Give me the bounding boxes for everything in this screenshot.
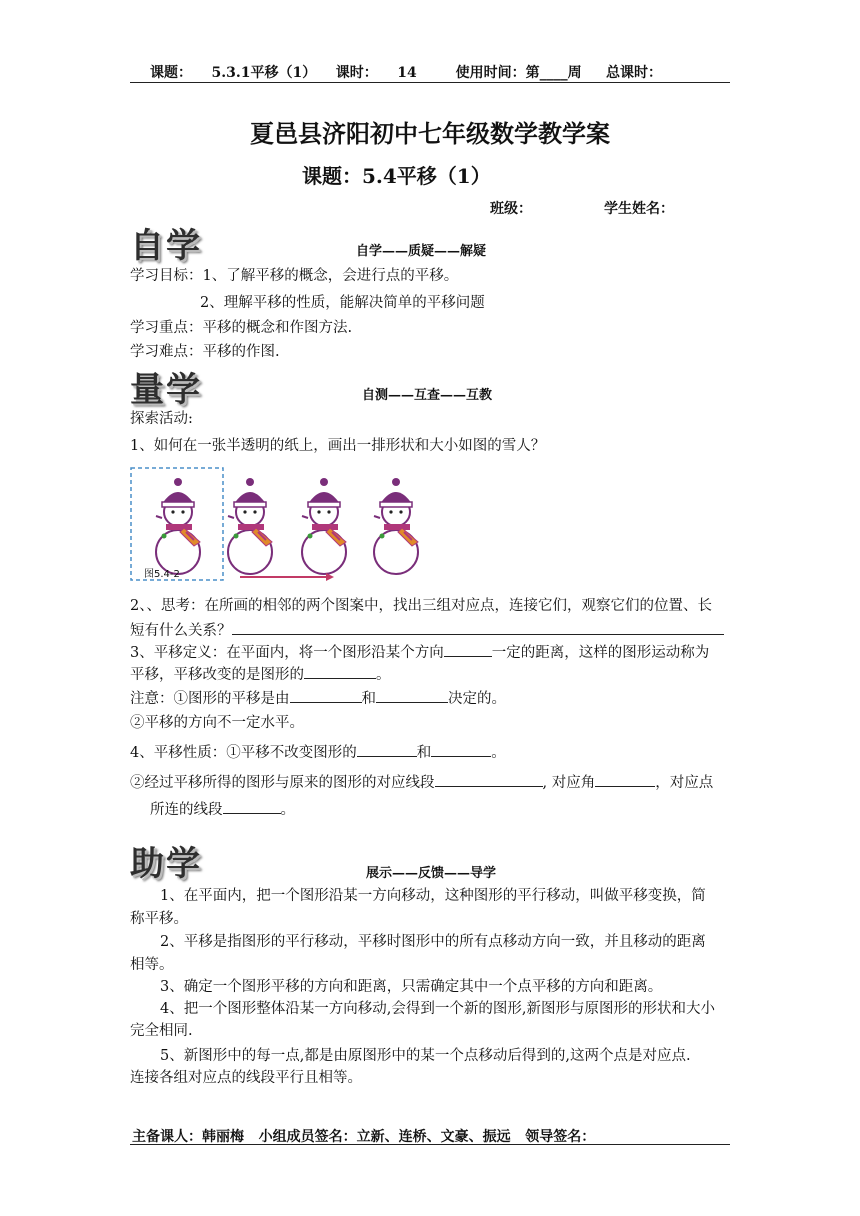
header-line: 课题： 5.3.1平移（1） 课时： 14 使用时间：第____周 总课时： <box>150 65 663 81</box>
summary-2b: 相等。 <box>130 957 174 973</box>
answer-blank[interactable] <box>595 770 655 787</box>
q3b-text-2: 。 <box>376 667 391 683</box>
answer-blank[interactable] <box>376 686 448 703</box>
question-5b <box>150 797 295 820</box>
liangxue-heading: 自测——互查——互教 <box>362 388 493 403</box>
header-rule <box>130 82 730 83</box>
class-label: 班级： <box>490 201 532 217</box>
difficult-point: 学习难点：平移的作图. <box>130 344 280 360</box>
question-5a <box>130 770 713 793</box>
summary-4b: 完全相同. <box>130 1023 193 1039</box>
figure-caption: 图5.4-2 <box>144 569 180 580</box>
question-1: 1、如何在一张半透明的纸上，画出一排形状和大小如图的雪人？ <box>130 438 546 454</box>
liangxue-badge: 量学 <box>130 370 202 410</box>
note-2: ②平移的方向不一定水平。 <box>130 715 304 731</box>
question-3a <box>130 640 709 663</box>
note-1 <box>130 686 506 709</box>
zhuxue-heading: 展示——反馈——导学 <box>366 866 497 881</box>
note-text-2: 和 <box>361 691 376 707</box>
q5-text-1: ②经过平移所得的图形与原来的图形的对应线段 <box>130 775 435 791</box>
answer-blank[interactable] <box>232 618 724 635</box>
q4-text-1: 4、平移性质：①平移不改变图形的 <box>130 745 357 761</box>
summary-5b: 连接各组对应点的线段平行且相等。 <box>130 1070 362 1086</box>
goal-line-2: 2、理解平移的性质，能解决简单的平移问题 <box>200 295 485 311</box>
zixue-heading: 自学——质疑——解疑 <box>356 244 487 259</box>
question-2b-text: 短有什么关系？ <box>130 623 232 639</box>
q5-text-3: ，对应点 <box>655 775 714 791</box>
summary-1a: 1、在平面内，把一个图形沿某一方向移动，这种图形的平行移动，叫做平移变换，简 <box>160 888 706 904</box>
summary-1b: 称平移。 <box>130 911 188 927</box>
explore-label: 探索活动: <box>130 411 193 427</box>
question-2b <box>130 618 724 641</box>
answer-blank[interactable] <box>444 640 492 657</box>
q5b-text-1: 所连的线段 <box>150 802 223 818</box>
zixue-badge: 自学 <box>130 226 202 266</box>
answer-blank[interactable] <box>435 770 543 787</box>
answer-blank[interactable] <box>290 686 362 703</box>
summary-4a: 4、把一个图形整体沿某一方向移动,会得到一个新的图形,新图形与原图形的形状和大小 <box>160 1001 715 1017</box>
answer-blank[interactable] <box>357 740 417 757</box>
answer-blank[interactable] <box>431 740 491 757</box>
answer-blank[interactable] <box>304 662 376 679</box>
q5-text-2: , 对应角 <box>542 775 596 791</box>
q5b-text-2: 。 <box>280 802 295 818</box>
key-point: 学习重点：平移的概念和作图方法. <box>130 320 353 336</box>
note-text-1: 注意：①图形的平移是由 <box>130 691 290 707</box>
zhuxue-badge: 助学 <box>130 844 202 884</box>
snowman-figure <box>130 466 440 584</box>
goal-line-1: 学习目标：1、了解平移的概念，会进行点的平移。 <box>130 268 459 284</box>
note-text-3: 决定的。 <box>448 691 506 707</box>
q3a-text-2: 一定的距离，这样的图形运动称为 <box>491 645 710 661</box>
q4-text-2: 和 <box>416 745 432 761</box>
summary-2a: 2、平移是指图形的平行移动，平移时图形中的所有点移动方向一致，并且移动的距离 <box>160 934 706 950</box>
q3a-text-1: 3、平移定义：在平面内，将一个图形沿某个方向 <box>130 645 444 661</box>
q4-text-3: 。 <box>491 745 506 761</box>
footer-rule <box>130 1144 730 1145</box>
summary-5a: 5、新图形中的每一点,都是由原图形中的某一个点移动后得到的,这两个点是对应点. <box>160 1048 691 1064</box>
question-3b <box>130 662 391 685</box>
question-2a: 2、、思考：在所画的相邻的两个图案中，找出三组对应点，连接它们，观察它们的位置、长 <box>130 598 712 614</box>
lesson-subtitle: 课题：5.4平移（1） <box>302 164 491 188</box>
q3b-text-1: 平移，平移改变的是图形的 <box>130 667 304 683</box>
student-name-label: 学生姓名： <box>604 201 674 217</box>
question-4 <box>130 740 506 763</box>
footer-signatures: 主备课人：韩丽梅 小组成员签名：立新、连桥、文豪、振远 领导签名： <box>132 1129 596 1145</box>
page-title: 夏邑县济阳初中七年级数学教学案 <box>250 120 610 148</box>
summary-3: 3、确定一个图形平移的方向和距离，只需确定其中一个点平移的方向和距离。 <box>160 979 663 995</box>
answer-blank[interactable] <box>223 797 281 814</box>
